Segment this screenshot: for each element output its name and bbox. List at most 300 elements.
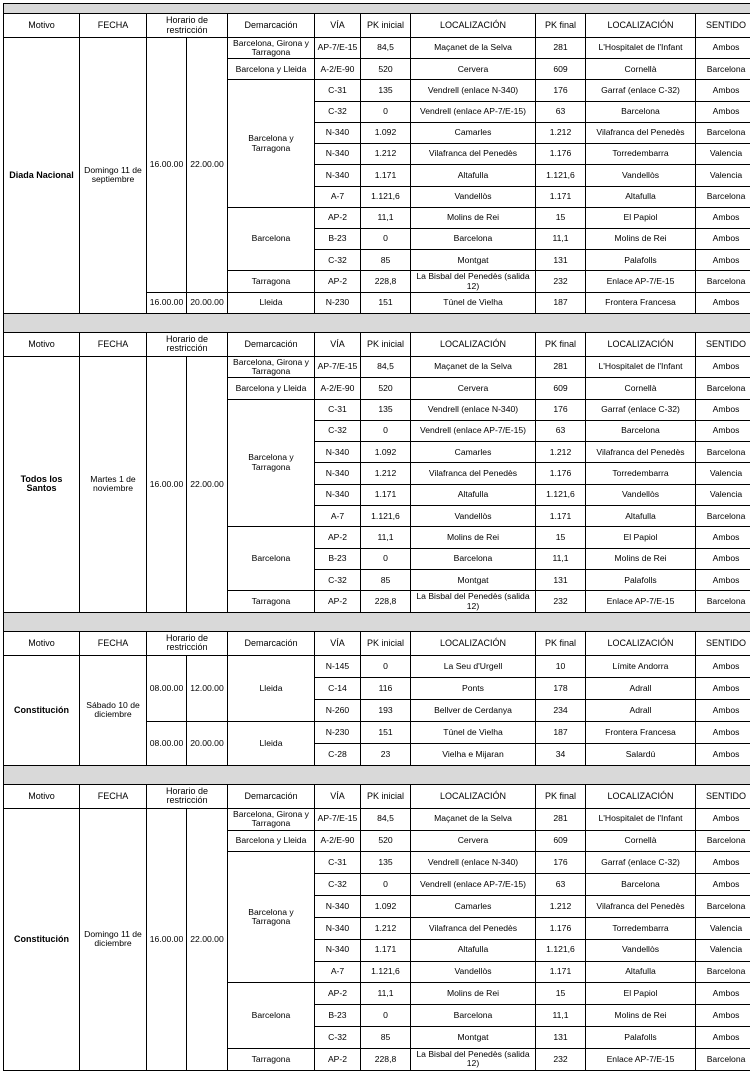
demarcacion-cell: Barcelona — [228, 983, 315, 1048]
column-header: VÍA — [315, 784, 361, 808]
pk-inicial-cell: 1.092 — [361, 442, 411, 463]
pk-final-cell: 1.176 — [536, 917, 586, 939]
demarcacion-cell: Barcelona, Girona y Tarragona — [228, 808, 315, 830]
sentido-cell: Ambos — [696, 570, 750, 591]
pk-inicial-cell: 11,1 — [361, 207, 411, 228]
via-cell: A-7 — [315, 506, 361, 527]
pk-final-cell: 609 — [536, 59, 586, 80]
column-header: Horario de restricción — [147, 332, 228, 356]
demarcacion-cell: Barcelona y Lleida — [228, 59, 315, 80]
sentido-cell: Ambos — [696, 420, 750, 441]
via-cell: C-32 — [315, 250, 361, 271]
localizacion-inicial-cell: Ponts — [411, 677, 536, 699]
horario-inicio-cell: 08.00.00 — [147, 655, 187, 721]
localizacion-inicial-cell: Montgat — [411, 250, 536, 271]
localizacion-final-cell: Vandellòs — [586, 165, 696, 186]
localizacion-inicial-cell: Vilafranca del Penedès — [411, 917, 536, 939]
localizacion-final-cell: Palafolls — [586, 1027, 696, 1049]
pk-inicial-cell: 84,5 — [361, 38, 411, 59]
sentido-cell: Ambos — [696, 250, 750, 271]
pk-inicial-cell: 0 — [361, 228, 411, 249]
pk-final-cell: 15 — [536, 983, 586, 1005]
pk-final-cell: 281 — [536, 808, 586, 830]
sentido-cell: Barcelona — [696, 59, 750, 80]
via-cell: C-31 — [315, 399, 361, 420]
localizacion-final-cell: Altafulla — [586, 506, 696, 527]
localizacion-final-cell: Vandellòs — [586, 484, 696, 505]
column-header: LOCALIZACIÓN — [586, 14, 696, 38]
horario-inicio-cell: 08.00.00 — [147, 721, 187, 765]
demarcacion-cell: Barcelona, Girona y Tarragona — [228, 356, 315, 377]
fecha-cell: Martes 1 de noviembre — [80, 356, 147, 612]
separator-band — [4, 765, 750, 784]
localizacion-final-cell: El Papiol — [586, 527, 696, 548]
localizacion-final-cell: Garraf (enlace C-32) — [586, 852, 696, 874]
table-row — [4, 808, 750, 830]
pk-inicial-cell: 1.171 — [361, 939, 411, 961]
localizacion-final-cell: Palafolls — [586, 250, 696, 271]
localizacion-final-cell: Cornellà — [586, 378, 696, 399]
via-cell: N-340 — [315, 484, 361, 505]
pk-inicial-cell: 116 — [361, 677, 411, 699]
localizacion-final-cell: Molins de Rei — [586, 228, 696, 249]
localizacion-inicial-cell: Vandellòs — [411, 186, 536, 207]
demarcacion-cell: Tarragona — [228, 1048, 315, 1070]
via-cell: N-230 — [315, 721, 361, 743]
localizacion-inicial-cell: Molins de Rei — [411, 983, 536, 1005]
pk-inicial-cell: 193 — [361, 699, 411, 721]
column-header: LOCALIZACIÓN — [411, 14, 536, 38]
pk-final-cell: 1.121,6 — [536, 165, 586, 186]
pk-inicial-cell: 0 — [361, 655, 411, 677]
horario-inicio-cell: 16.00.00 — [147, 292, 187, 313]
sentido-cell: Ambos — [696, 655, 750, 677]
pk-final-cell: 281 — [536, 38, 586, 59]
motivo-cell: Constitución — [4, 808, 80, 1070]
demarcacion-cell: Lleida — [228, 292, 315, 313]
pk-final-cell: 281 — [536, 356, 586, 377]
pk-final-cell: 1.212 — [536, 442, 586, 463]
localizacion-inicial-cell: La Bisbal del Penedès (salida 12) — [411, 271, 536, 292]
via-cell: B-23 — [315, 228, 361, 249]
pk-inicial-cell: 228,8 — [361, 271, 411, 292]
demarcacion-cell: Tarragona — [228, 591, 315, 612]
pk-inicial-cell: 520 — [361, 59, 411, 80]
via-cell: C-32 — [315, 420, 361, 441]
fecha-cell: Sábado 10 de diciembre — [80, 655, 147, 765]
demarcacion-cell: Barcelona y Tarragona — [228, 852, 315, 983]
pk-inicial-cell: 228,8 — [361, 1048, 411, 1070]
pk-final-cell: 10 — [536, 655, 586, 677]
localizacion-final-cell: Adrall — [586, 699, 696, 721]
localizacion-inicial-cell: Cervera — [411, 59, 536, 80]
localizacion-inicial-cell: Vielha e Mijaran — [411, 743, 536, 765]
pk-inicial-cell: 11,1 — [361, 983, 411, 1005]
localizacion-final-cell: L'Hospitalet de l'Infant — [586, 356, 696, 377]
pk-inicial-cell: 84,5 — [361, 356, 411, 377]
via-cell: N-340 — [315, 896, 361, 918]
sentido-cell: Ambos — [696, 80, 750, 101]
localizacion-inicial-cell: Maçanet de la Selva — [411, 808, 536, 830]
pk-final-cell: 11,1 — [536, 228, 586, 249]
column-header: FECHA — [80, 14, 147, 38]
sentido-cell: Ambos — [696, 38, 750, 59]
localizacion-final-cell: Vilafranca del Penedès — [586, 896, 696, 918]
pk-final-cell: 232 — [536, 591, 586, 612]
localizacion-inicial-cell: Vandellòs — [411, 506, 536, 527]
localizacion-inicial-cell: Bellver de Cerdanya — [411, 699, 536, 721]
sentido-cell: Ambos — [696, 1005, 750, 1027]
column-header: Demarcación — [228, 631, 315, 655]
via-cell: C-32 — [315, 874, 361, 896]
pk-final-cell: 176 — [536, 80, 586, 101]
pk-inicial-cell: 85 — [361, 570, 411, 591]
column-header: PK final — [536, 14, 586, 38]
pk-final-cell: 1.176 — [536, 463, 586, 484]
via-cell: C-28 — [315, 743, 361, 765]
sentido-cell: Ambos — [696, 852, 750, 874]
column-header: LOCALIZACIÓN — [586, 332, 696, 356]
sentido-cell: Valencia — [696, 917, 750, 939]
pk-final-cell: 176 — [536, 852, 586, 874]
localizacion-inicial-cell: Vendrell (enlace N-340) — [411, 852, 536, 874]
via-cell: N-230 — [315, 292, 361, 313]
column-header: LOCALIZACIÓN — [586, 631, 696, 655]
localizacion-inicial-cell: Vilafranca del Penedès — [411, 144, 536, 165]
via-cell: N-340 — [315, 122, 361, 143]
horario-fin-cell: 20.00.00 — [187, 721, 228, 765]
horario-fin-cell: 22.00.00 — [187, 808, 228, 1070]
separator-band — [4, 4, 750, 14]
table-header-row — [4, 332, 750, 356]
localizacion-inicial-cell: Barcelona — [411, 1005, 536, 1027]
fecha-cell: Domingo 11 de septiembre — [80, 38, 147, 314]
via-cell: C-32 — [315, 101, 361, 122]
horario-fin-cell: 20.00.00 — [187, 292, 228, 313]
restrictions-table — [3, 3, 750, 1071]
localizacion-inicial-cell: Camarles — [411, 442, 536, 463]
via-cell: A-2/E-90 — [315, 59, 361, 80]
localizacion-inicial-cell: Cervera — [411, 830, 536, 852]
motivo-cell: Diada Nacional — [4, 38, 80, 314]
separator-band — [4, 612, 750, 631]
localizacion-inicial-cell: Montgat — [411, 1027, 536, 1049]
pk-final-cell: 609 — [536, 830, 586, 852]
pk-inicial-cell: 1.171 — [361, 165, 411, 186]
sentido-cell: Ambos — [696, 699, 750, 721]
column-header: LOCALIZACIÓN — [411, 631, 536, 655]
pk-final-cell: 1.171 — [536, 506, 586, 527]
pk-inicial-cell: 1.212 — [361, 463, 411, 484]
sentido-cell: Ambos — [696, 874, 750, 896]
localizacion-inicial-cell: Altafulla — [411, 939, 536, 961]
localizacion-inicial-cell: Maçanet de la Selva — [411, 356, 536, 377]
via-cell: N-340 — [315, 144, 361, 165]
localizacion-final-cell: L'Hospitalet de l'Infant — [586, 38, 696, 59]
demarcacion-cell: Barcelona — [228, 207, 315, 271]
horario-inicio-cell: 16.00.00 — [147, 38, 187, 293]
sentido-cell: Ambos — [696, 721, 750, 743]
sentido-cell: Ambos — [696, 356, 750, 377]
sentido-cell: Barcelona — [696, 961, 750, 983]
localizacion-final-cell: Barcelona — [586, 874, 696, 896]
sentido-cell: Ambos — [696, 677, 750, 699]
column-header: SENTIDO — [696, 631, 750, 655]
localizacion-final-cell: Adrall — [586, 677, 696, 699]
sentido-cell: Ambos — [696, 292, 750, 313]
pk-inicial-cell: 151 — [361, 292, 411, 313]
via-cell: N-340 — [315, 917, 361, 939]
localizacion-final-cell: Altafulla — [586, 961, 696, 983]
sentido-cell: Ambos — [696, 207, 750, 228]
pk-inicial-cell: 0 — [361, 420, 411, 441]
column-header: Horario de restricción — [147, 784, 228, 808]
localizacion-final-cell: Frontera Francesa — [586, 721, 696, 743]
localizacion-inicial-cell: Vandellòs — [411, 961, 536, 983]
sentido-cell: Barcelona — [696, 506, 750, 527]
pk-final-cell: 1.171 — [536, 961, 586, 983]
horario-fin-cell: 22.00.00 — [187, 38, 228, 293]
localizacion-inicial-cell: La Bisbal del Penedès (salida 12) — [411, 591, 536, 612]
section-separator — [4, 4, 750, 14]
pk-final-cell: 1.176 — [536, 144, 586, 165]
pk-final-cell: 187 — [536, 721, 586, 743]
localizacion-final-cell: Vilafranca del Penedès — [586, 442, 696, 463]
localizacion-inicial-cell: Vendrell (enlace AP-7/E-15) — [411, 420, 536, 441]
localizacion-final-cell: Palafolls — [586, 570, 696, 591]
pk-final-cell: 1.212 — [536, 122, 586, 143]
pk-inicial-cell: 85 — [361, 250, 411, 271]
demarcacion-cell: Barcelona y Lleida — [228, 830, 315, 852]
via-cell: C-32 — [315, 570, 361, 591]
section-separator — [4, 313, 750, 332]
column-header: FECHA — [80, 784, 147, 808]
sentido-cell: Ambos — [696, 228, 750, 249]
pk-final-cell: 131 — [536, 570, 586, 591]
pk-inicial-cell: 1.212 — [361, 917, 411, 939]
via-cell: C-14 — [315, 677, 361, 699]
sentido-cell: Valencia — [696, 165, 750, 186]
via-cell: C-31 — [315, 80, 361, 101]
pk-inicial-cell: 1.121,6 — [361, 506, 411, 527]
column-header: PK final — [536, 332, 586, 356]
via-cell: AP-7/E-15 — [315, 38, 361, 59]
sentido-cell: Ambos — [696, 101, 750, 122]
sentido-cell: Ambos — [696, 548, 750, 569]
pk-inicial-cell: 0 — [361, 548, 411, 569]
localizacion-inicial-cell: Cervera — [411, 378, 536, 399]
table-header-row — [4, 784, 750, 808]
localizacion-inicial-cell: Vendrell (enlace AP-7/E-15) — [411, 874, 536, 896]
pk-inicial-cell: 1.212 — [361, 144, 411, 165]
pk-final-cell: 11,1 — [536, 548, 586, 569]
sentido-cell: Ambos — [696, 399, 750, 420]
localizacion-final-cell: Barcelona — [586, 420, 696, 441]
pk-inicial-cell: 135 — [361, 852, 411, 874]
pk-final-cell: 1.121,6 — [536, 484, 586, 505]
table-row — [4, 356, 750, 377]
demarcacion-cell: Barcelona y Tarragona — [228, 399, 315, 527]
via-cell: N-260 — [315, 699, 361, 721]
localizacion-final-cell: Enlace AP-7/E-15 — [586, 591, 696, 612]
pk-inicial-cell: 1.121,6 — [361, 961, 411, 983]
sentido-cell: Ambos — [696, 983, 750, 1005]
demarcacion-cell: Lleida — [228, 721, 315, 765]
localizacion-inicial-cell: Vendrell (enlace AP-7/E-15) — [411, 101, 536, 122]
pk-final-cell: 11,1 — [536, 1005, 586, 1027]
via-cell: N-340 — [315, 939, 361, 961]
pk-final-cell: 15 — [536, 527, 586, 548]
via-cell: AP-2 — [315, 207, 361, 228]
demarcacion-cell: Barcelona — [228, 527, 315, 591]
horario-fin-cell: 12.00.00 — [187, 655, 228, 721]
pk-final-cell: 609 — [536, 378, 586, 399]
localizacion-inicial-cell: Molins de Rei — [411, 207, 536, 228]
localizacion-inicial-cell: Vilafranca del Penedès — [411, 463, 536, 484]
localizacion-final-cell: Garraf (enlace C-32) — [586, 80, 696, 101]
pk-final-cell: 63 — [536, 874, 586, 896]
localizacion-final-cell: Enlace AP-7/E-15 — [586, 271, 696, 292]
pk-final-cell: 232 — [536, 1048, 586, 1070]
localizacion-final-cell: Molins de Rei — [586, 548, 696, 569]
demarcacion-cell: Barcelona, Girona y Tarragona — [228, 38, 315, 59]
column-header: LOCALIZACIÓN — [586, 784, 696, 808]
pk-final-cell: 1.171 — [536, 186, 586, 207]
localizacion-inicial-cell: Túnel de Vielha — [411, 721, 536, 743]
localizacion-inicial-cell: Vendrell (enlace N-340) — [411, 399, 536, 420]
sentido-cell: Barcelona — [696, 271, 750, 292]
sentido-cell: Barcelona — [696, 122, 750, 143]
via-cell: C-31 — [315, 852, 361, 874]
sentido-cell: Barcelona — [696, 591, 750, 612]
via-cell: N-145 — [315, 655, 361, 677]
localizacion-inicial-cell: Altafulla — [411, 165, 536, 186]
localizacion-inicial-cell: Camarles — [411, 896, 536, 918]
pk-final-cell: 187 — [536, 292, 586, 313]
column-header: Motivo — [4, 631, 80, 655]
via-cell: AP-7/E-15 — [315, 356, 361, 377]
pk-inicial-cell: 520 — [361, 378, 411, 399]
column-header: VÍA — [315, 332, 361, 356]
restrictions-document — [3, 3, 746, 1071]
via-cell: N-340 — [315, 463, 361, 484]
pk-final-cell: 131 — [536, 250, 586, 271]
pk-inicial-cell: 135 — [361, 399, 411, 420]
pk-final-cell: 15 — [536, 207, 586, 228]
via-cell: N-340 — [315, 165, 361, 186]
via-cell: A-7 — [315, 186, 361, 207]
localizacion-final-cell: Cornellà — [586, 59, 696, 80]
column-header: VÍA — [315, 14, 361, 38]
column-header: PK inicial — [361, 784, 411, 808]
pk-final-cell: 63 — [536, 101, 586, 122]
via-cell: C-32 — [315, 1027, 361, 1049]
via-cell: N-340 — [315, 442, 361, 463]
pk-inicial-cell: 0 — [361, 1005, 411, 1027]
via-cell: B-23 — [315, 548, 361, 569]
table-header-row — [4, 631, 750, 655]
column-header: FECHA — [80, 631, 147, 655]
demarcacion-cell: Barcelona y Tarragona — [228, 80, 315, 207]
pk-inicial-cell: 0 — [361, 101, 411, 122]
pk-inicial-cell: 1.092 — [361, 896, 411, 918]
via-cell: AP-2 — [315, 983, 361, 1005]
column-header: PK final — [536, 631, 586, 655]
motivo-cell: Todos los Santos — [4, 356, 80, 612]
column-header: SENTIDO — [696, 784, 750, 808]
motivo-cell: Constitución — [4, 655, 80, 765]
localizacion-inicial-cell: La Seu d'Urgell — [411, 655, 536, 677]
localizacion-inicial-cell: Montgat — [411, 570, 536, 591]
column-header: Demarcación — [228, 14, 315, 38]
localizacion-final-cell: Altafulla — [586, 186, 696, 207]
localizacion-final-cell: Molins de Rei — [586, 1005, 696, 1027]
localizacion-final-cell: Torredembarra — [586, 144, 696, 165]
localizacion-inicial-cell: Camarles — [411, 122, 536, 143]
sentido-cell: Barcelona — [696, 1048, 750, 1070]
sentido-cell: Valencia — [696, 939, 750, 961]
pk-final-cell: 1.212 — [536, 896, 586, 918]
pk-final-cell: 234 — [536, 699, 586, 721]
column-header: PK final — [536, 784, 586, 808]
column-header: SENTIDO — [696, 332, 750, 356]
via-cell: AP-7/E-15 — [315, 808, 361, 830]
table-header-row — [4, 14, 750, 38]
pk-final-cell: 232 — [536, 271, 586, 292]
via-cell: AP-2 — [315, 527, 361, 548]
demarcacion-cell: Barcelona y Lleida — [228, 378, 315, 399]
sentido-cell: Ambos — [696, 808, 750, 830]
column-header: PK inicial — [361, 14, 411, 38]
localizacion-final-cell: Límite Andorra — [586, 655, 696, 677]
via-cell: AP-2 — [315, 1048, 361, 1070]
column-header: LOCALIZACIÓN — [411, 784, 536, 808]
column-header: SENTIDO — [696, 14, 750, 38]
pk-inicial-cell: 85 — [361, 1027, 411, 1049]
pk-final-cell: 131 — [536, 1027, 586, 1049]
pk-inicial-cell: 1.171 — [361, 484, 411, 505]
localizacion-inicial-cell: Altafulla — [411, 484, 536, 505]
pk-inicial-cell: 135 — [361, 80, 411, 101]
sentido-cell: Valencia — [696, 463, 750, 484]
sentido-cell: Barcelona — [696, 830, 750, 852]
pk-final-cell: 176 — [536, 399, 586, 420]
demarcacion-cell: Tarragona — [228, 271, 315, 292]
sentido-cell: Barcelona — [696, 442, 750, 463]
column-header: VÍA — [315, 631, 361, 655]
column-header: Demarcación — [228, 332, 315, 356]
localizacion-final-cell: Frontera Francesa — [586, 292, 696, 313]
sentido-cell: Barcelona — [696, 378, 750, 399]
column-header: Motivo — [4, 14, 80, 38]
column-header: LOCALIZACIÓN — [411, 332, 536, 356]
via-cell: AP-2 — [315, 271, 361, 292]
column-header: FECHA — [80, 332, 147, 356]
column-header: Motivo — [4, 332, 80, 356]
localizacion-final-cell: Barcelona — [586, 101, 696, 122]
via-cell: A-7 — [315, 961, 361, 983]
sentido-cell: Valencia — [696, 484, 750, 505]
section-separator — [4, 765, 750, 784]
pk-inicial-cell: 520 — [361, 830, 411, 852]
column-header: Horario de restricción — [147, 14, 228, 38]
localizacion-final-cell: Vandellòs — [586, 939, 696, 961]
sentido-cell: Barcelona — [696, 186, 750, 207]
localizacion-inicial-cell: Barcelona — [411, 548, 536, 569]
pk-inicial-cell: 1.121,6 — [361, 186, 411, 207]
pk-inicial-cell: 151 — [361, 721, 411, 743]
localizacion-inicial-cell: Molins de Rei — [411, 527, 536, 548]
